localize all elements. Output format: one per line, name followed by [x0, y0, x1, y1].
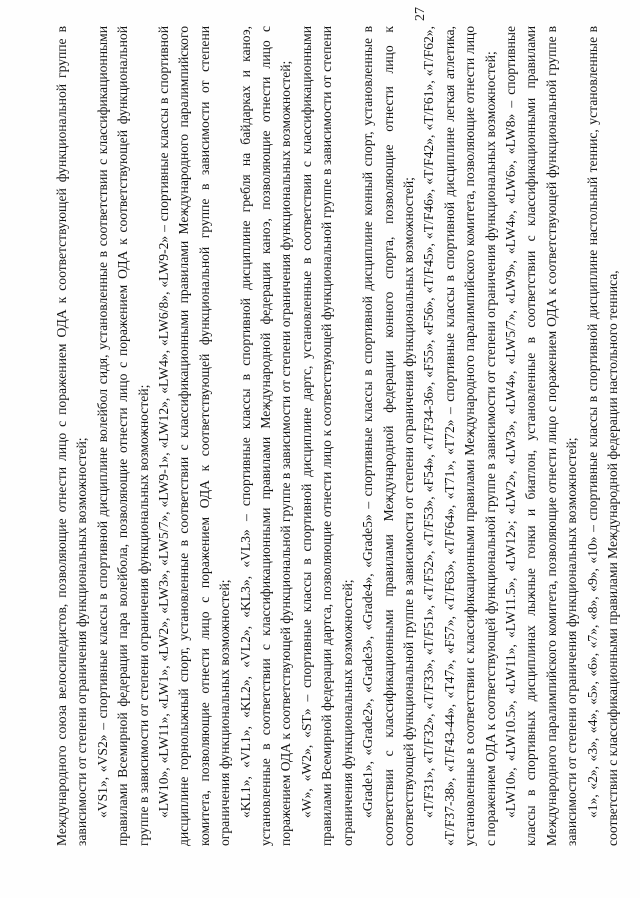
paragraph-equestrian-classes: «Grade1», «Grade2», «Grade3», «Grade4», «Grade5» – спортивные классы в спортивной дисциплине конный спорт, установленные в соответствии с классификационными правилами Международной федерации конного спорта, позволяющие отнести лицо к соответствующей функциональной группе в зависимости от степени ограничения функциональных возможностей; — [360, 26, 416, 846]
document-body — [52, 26, 620, 846]
paragraph-nordic-ski-classes: «LW10», «LW10.5», «LW11», «LW11.5», «LW12»; «LW2», «LW3», «LW4», «LW5/7», «LW9», «LW4», «LW6», «LW8» – спортивные классы в спортивных дисциплинах лыжные гонки и биатлон, установленные в соответствии с классификационными правилами Международного паралимпийского комитета, позволяющие отнести лицо с поражением ОДА к соответствующей функциональной группе в зависимости от степени ограничения функциональных возможностей; — [502, 26, 580, 846]
paragraph-athletics-classes: «T/F31», «T/F32», «T/F33», «T/F51», «T/F52», «T/F53», «F54», «T/F34-36», «F55», «F56», «T/F45», «T/F46», «T/F42», «T/F61», «T/F62», «T/F37-38», «T/F43-44», «T47», «F57», «T/F63», «T/F64», «T71», «T72» – спортивные классы в спортивной дисциплине легкая атлетика, установленные в соответствии с классификационными правилами Международного паралимпийского комитета, позволяющие отнести лицо с поражением ОДА к соответствующей функциональной группе в зависимости от степени ограничения функциональных возможностей; — [421, 26, 498, 846]
paragraph-table-tennis-classes: «1», «2», «3», «4», «5», «6», «7», «8», «9», «10» – спортивные классы в спортивной дисциплине настольный теннис, установленные в соответствии с классификационными правилами Международной федерации настольного тенниса, — [584, 26, 620, 846]
paragraph-canoe-classes: «KL1», «VL1», «KL2», «VL2», «KL3», «VL3» – спортивные классы в спортивной дисциплине гребля на байдарках и каноэ, установленные в соответствии с классификационными правилами Международной федерации каноэ, позволяющие отнести лицо с поражением ОДА к соответствующей функциональной группе в зависимости от степени ограничения функциональных возможностей; — [237, 26, 294, 846]
rotated-text-frame — [52, 26, 620, 846]
paragraph-continuation: Международного союза велосипедистов, позволяющие отнести лицо с поражением ОДА к соответствующей функциональной группе в зависимости от степени ограничения функциональных возможностей; — [54, 26, 90, 846]
page-number: 27 — [413, 7, 428, 21]
paragraph-darts-classes: «W», «W2», «ST» – спортивные классы в спортивной дисциплине дартс, установленные в соответствии с классификационными правилами Всемирной федерации дартса, позволяющие отнести лицо к соответствующей функциональной группе в зависимости от степени ограничения функциональных возможностей; — [298, 26, 355, 846]
paragraph-alpine-ski-classes: «LW10», «LW11», «LW1», «LW2», «LW3», «LW5/7», «LW9-1», «LW12», «LW4», «LW6/8», «LW9-2» – спортивные классы в спортивной дисциплине горнолыжный спорт, установленные в соответствии с классификационными правилами Международного паралимпийского комитета, позволяющие отнести лицо с поражением ОДА к соответствующей функциональной группе в зависимости от степени ограничения функциональных возможностей; — [156, 26, 233, 846]
paragraph-vs-classes: «VS1», «VS2» – спортивные классы в спортивной дисциплине волейбол сидя, установленные в соответствии с классификационными правилами Всемирной федерации пара волейбола, позволяющие отнести лицо с поражением ОДА к соответствующей функциональной группе в зависимости от степени ограничения функциональных возможностей; — [94, 26, 151, 846]
